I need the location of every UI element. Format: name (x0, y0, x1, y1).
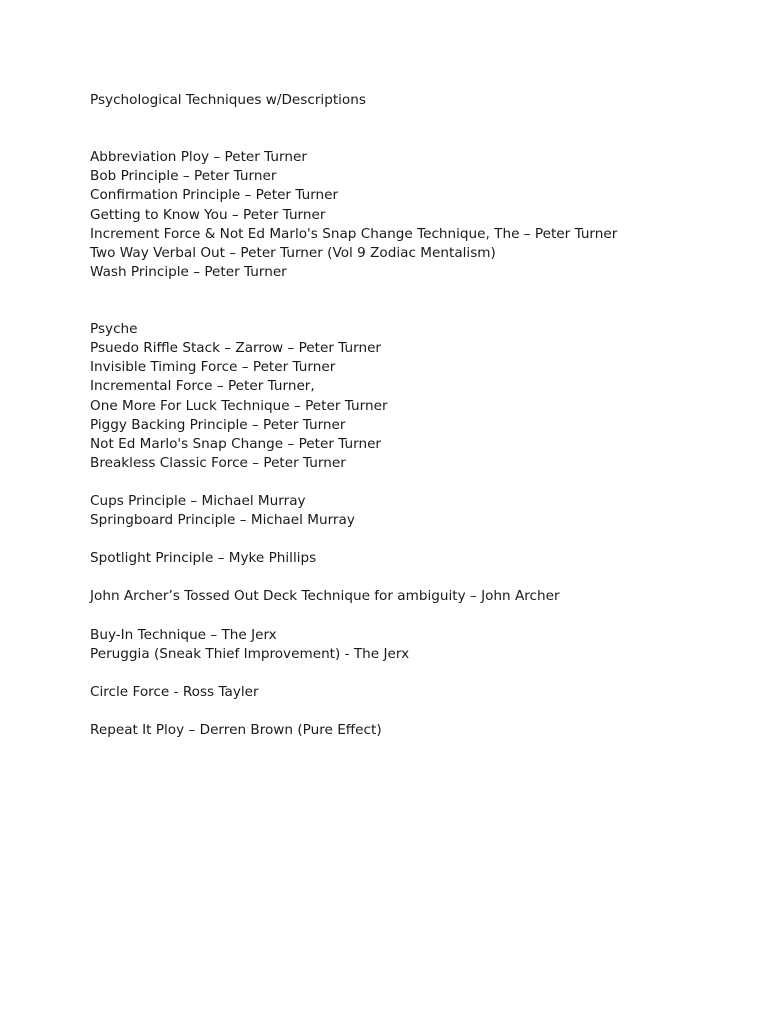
technique-group-8 (90, 721, 750, 740)
spacer (90, 702, 750, 721)
list-item: Cups Principle – Michael Murray (90, 492, 306, 509)
spacer (90, 530, 750, 549)
list-item: One More For Luck Technique – Peter Turner (90, 397, 388, 414)
list-item: Piggy Backing Principle – Peter Turner (90, 416, 346, 433)
list-item: Repeat It Ploy – Derren Brown (Pure Effect) (90, 722, 382, 739)
spacer (90, 568, 750, 587)
list-item: John Archer’s Tossed Out Deck Technique for ambiguity – John Archer (90, 588, 560, 605)
section-heading: Psyche (90, 321, 138, 338)
document-title: Psychological Techniques w/Descriptions (90, 92, 366, 108)
technique-group-1 (90, 148, 750, 282)
list-item: Peruggia (Sneak Thief Improvement) - The Jerx (90, 645, 410, 662)
list-item: Abbreviation Ploy – Peter Turner (90, 149, 307, 166)
list-item: Wash Principle – Peter Turner (90, 263, 287, 280)
list-item: Two Way Verbal Out – Peter Turner (Vol 9 Zodiac Mentalism) (90, 244, 496, 261)
list-item: Not Ed Marlo's Snap Change – Peter Turner (90, 435, 382, 452)
technique-group-5 (90, 587, 750, 606)
list-item: Increment Force & Not Ed Marlo's Snap Change Technique, The – Peter Turner (90, 225, 618, 242)
list-item: Spotlight Principle – Myke Phillips (90, 550, 317, 567)
list-item: Incremental Force – Peter Turner, (90, 378, 315, 395)
document-page (90, 91, 750, 740)
list-item: Circle Force - Ross Tayler (90, 683, 259, 700)
list-item: Psuedo Riffle Stack – Zarrow – Peter Turner (90, 340, 382, 357)
list-item: Bob Principle – Peter Turner (90, 168, 277, 185)
spacer (90, 282, 750, 320)
list-item: Getting to Know You – Peter Turner (90, 206, 326, 223)
spacer (90, 110, 750, 148)
spacer (90, 664, 750, 683)
list-item: Confirmation Principle – Peter Turner (90, 187, 339, 204)
technique-group-3 (90, 492, 750, 530)
technique-group-6 (90, 626, 750, 664)
technique-group-2 (90, 320, 750, 473)
technique-group-7 (90, 683, 750, 702)
list-item: Buy-In Technique – The Jerx (90, 626, 277, 643)
list-item: Breakless Classic Force – Peter Turner (90, 454, 346, 471)
list-item: Springboard Principle – Michael Murray (90, 512, 355, 529)
spacer (90, 607, 750, 626)
list-item: Invisible Timing Force – Peter Turner (90, 359, 336, 376)
spacer (90, 473, 750, 492)
technique-group-4 (90, 549, 750, 568)
